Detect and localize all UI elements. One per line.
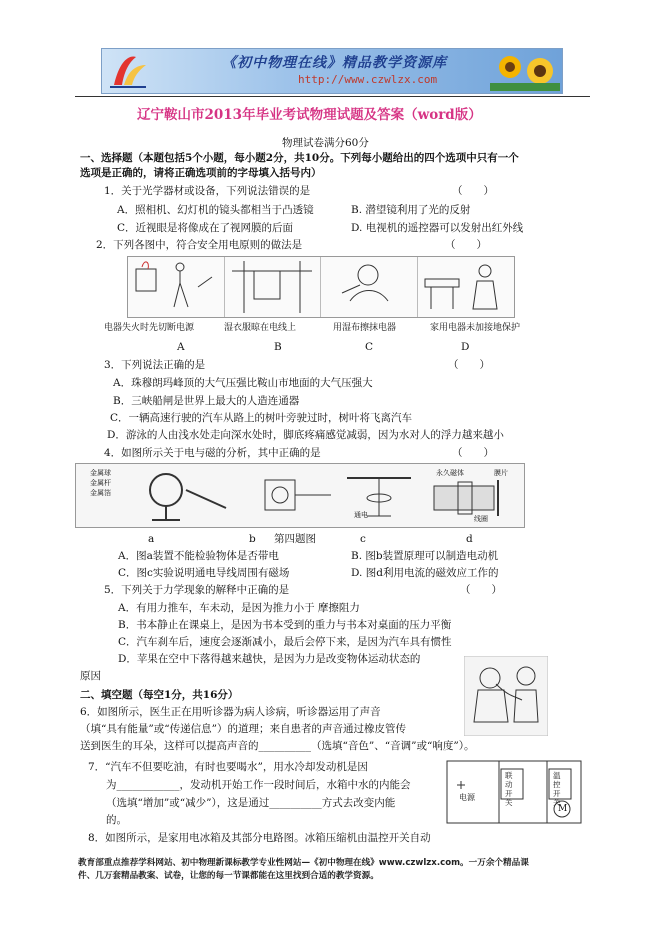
header-rule — [75, 96, 590, 97]
section1-heading-1: 一、选择题（本题包括5个小题，每小题2分，共10分。下列每小题给出的四个选项中只有一个 — [80, 152, 519, 164]
q5-stem: 5．下列关于力学现象的解释中正确的是 — [104, 584, 290, 596]
q7-line2: 为____________，发动机开始工作一段时间后，水箱中水的内能会 — [106, 779, 411, 791]
q4-label-metal-rod: 金属杆 — [90, 479, 111, 487]
q2-caption-c: 用湿布擦抹电器 — [333, 323, 397, 333]
banner-url[interactable]: http://www.czwlzx.com — [298, 73, 438, 86]
q4-label-c: c — [360, 533, 366, 545]
circuit-power-label: 电源 — [459, 793, 475, 802]
q5-option-b: B．书本静止在课桌上，是因为书本受到的重力与书本对桌面的压力平衡 — [118, 619, 452, 631]
section1-heading-2: 选项是正确的，请将正确选项前的字母填入括号内） — [80, 167, 322, 179]
q2-panel-a — [128, 257, 225, 317]
q2-label-c: C — [365, 341, 374, 353]
q3-option-d: D．游泳的人由浅水处走向深水处时，脚底疼痛感觉减弱，因为水对人的浮力越来越小 — [107, 429, 504, 441]
q2-label-a: A — [177, 341, 185, 353]
wet-clothes-wire-icon — [224, 257, 320, 317]
fridge-circuit-diagram — [437, 755, 587, 829]
circuit-motor-label: M — [558, 804, 568, 814]
fire-cut-power-icon — [128, 257, 224, 317]
q4-figure — [75, 463, 525, 528]
stethoscope-doctor-icon — [464, 656, 548, 736]
q2-stem: 2．下列各图中，符合安全用电原则的做法是 — [96, 239, 303, 251]
q1-answer-paren: （ ） — [452, 185, 494, 197]
q4-option-c: C．图c实验说明通电导线周围有磁场 — [118, 567, 290, 579]
q1-option-b: B. 潜望镜利用了光的反射 — [351, 204, 471, 216]
q2-label-b: B — [274, 341, 282, 353]
q2-label-d: D — [461, 341, 470, 353]
q4-option-a: A．图a装置不能检验物体是否带电 — [118, 550, 279, 562]
q1-option-d: D. 电视机的遥控器可以发射出红外线 — [351, 222, 524, 234]
q6-line2: （填“具有能量”或“传递信息”）的道理；来自患者的声音通过橡皮管传 — [80, 723, 406, 735]
q4-label-metal-foil: 金属箔 — [90, 489, 111, 497]
microphone-icon — [428, 476, 518, 520]
q4-stem: 4．如图所示关于电与磁的分析，其中正确的是 — [104, 447, 321, 459]
q2-answer-paren: （ ） — [445, 239, 487, 251]
q2-panel-c — [320, 257, 418, 317]
q4-option-b: B. 图b装置原理可以制造电动机 — [351, 550, 499, 562]
q1-stem: 1．关于光学器材或设备，下列说法错误的是 — [104, 185, 311, 197]
circuit-thermostat-switch-label: 温控开关 — [553, 771, 561, 807]
page-subtitle: 物理试卷满分60分 — [282, 137, 369, 149]
banner-title: 《初中物理在线》精品教学资源库 — [222, 55, 447, 71]
q7-line1: 7．“汽车不但要吃油，有时也要喝水”，用水冷却发动机是因 — [88, 761, 368, 773]
q4-label-a: a — [148, 533, 155, 545]
q2-caption-a: 电器失火时先切断电源 — [104, 323, 195, 333]
q4-label-d: d — [466, 533, 473, 545]
q3-answer-paren: （ ） — [448, 359, 490, 371]
wet-cloth-appliance-icon — [320, 257, 417, 317]
oersted-experiment-icon — [341, 468, 421, 524]
q4-label-energize: 通电 — [354, 511, 368, 519]
q3-stem: 3．下列说法正确的是 — [104, 359, 206, 371]
q4-option-d: D. 图d利用电流的磁效应工作的 — [351, 567, 499, 579]
q1-option-c: C．近视眼是将像成在了视网膜的后面 — [117, 222, 294, 234]
q4-figure-title: 第四题图 — [274, 533, 316, 545]
q3-option-a: A．珠穆朗玛峰顶的大气压强比鞍山市地面的大气压强大 — [113, 377, 373, 389]
circuit-linked-switch-label: 联动开关 — [505, 771, 513, 807]
q4-label-coil: 线圈 — [474, 515, 488, 523]
q4-label-b: b — [249, 533, 256, 545]
ungrounded-appliance-icon — [417, 257, 514, 317]
header-banner — [101, 48, 563, 94]
q2-panel-d — [417, 257, 514, 317]
q6-line1: 6．如图所示，医生正在用听诊器为病人诊病，听诊器运用了声音 — [80, 706, 381, 718]
q7-line3: （选填“增加”或“减少”），这是通过__________方式去改变内能 — [106, 797, 396, 809]
sunflower-icon — [490, 51, 560, 91]
q4-label-metal-ball: 金属球 — [90, 469, 111, 477]
q2-caption-d: 家用电器未加接地保护 — [430, 323, 521, 333]
motor-apparatus-icon — [251, 470, 341, 522]
q2-figure — [127, 256, 515, 318]
page-title: 辽宁鞍山市2013年毕业考试物理试题及答案（word版） — [137, 107, 482, 123]
q5-option-d-cont: 原因 — [80, 670, 101, 682]
q8-line1: 8．如图所示，是家用电冰箱及其部分电路图。冰箱压缩机由温控开关自动 — [88, 832, 431, 844]
q1-option-a: A．照相机、幻灯机的镜头都相当于凸透镜 — [117, 204, 314, 216]
q3-option-b: B．三峡船闸是世界上最大的人造连通器 — [113, 395, 300, 407]
q4-label-diaphragm: 膜片 — [494, 469, 508, 477]
q2-panel-b — [224, 257, 321, 317]
footer-note — [78, 857, 588, 883]
electroscope-icon — [136, 468, 236, 524]
q7-line4: 的。 — [106, 814, 127, 826]
section2-heading: 二、填空题（每空1分，共16分） — [80, 689, 239, 701]
q6-line3: 送到医生的耳朵，这样可以提高声音的__________（选填“音色”、“音调”或“响度”）。 — [80, 740, 475, 752]
site-logo-icon — [106, 51, 150, 91]
q3-option-c: C．一辆高速行驶的汽车从路上的树叶旁驶过时，树叶将飞离汽车 — [110, 412, 413, 424]
q2-caption-b: 湿衣服晾在电线上 — [224, 323, 297, 333]
q4-label-magnet: 永久磁体 — [436, 469, 464, 477]
footer-line2: 件、几万套精品教案、试卷，让您的每一节课都能在这里找到合适的教学资源。 — [78, 871, 379, 881]
q4-answer-paren: （ ） — [452, 447, 494, 459]
q5-option-c: C．汽车刹车后，速度会逐渐减小，最后会停下来，是因为汽车具有惯性 — [118, 636, 452, 648]
q5-option-a: A．有用力推车，车未动，是因为推力小于 摩擦阻力 — [118, 602, 360, 614]
footer-line1: 教育部重点推荐学科网站、初中物理新课标教学专业性网站—《初中物理在线》www.czwlzx.com。一万余个精品课 — [78, 858, 529, 868]
q5-option-d: D．苹果在空中下落得越来越快，是因为力是改变物体运动状态的 — [118, 653, 421, 665]
q5-answer-paren: （ ） — [460, 584, 502, 596]
